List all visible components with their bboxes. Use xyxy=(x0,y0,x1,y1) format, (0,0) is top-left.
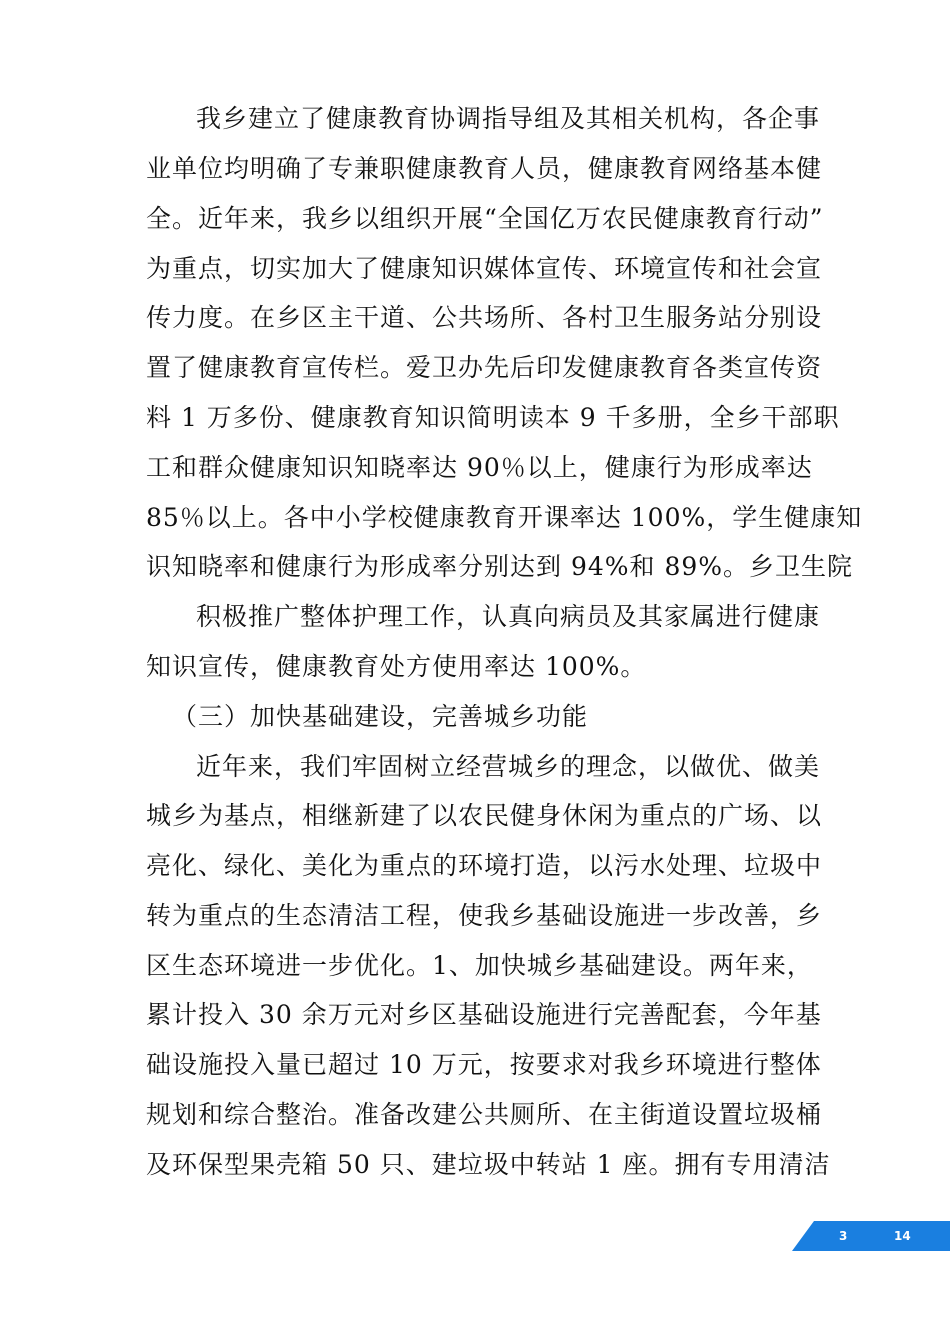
text-line: 区生态环境进一步优化。1、加快城乡基础建设。两年来， xyxy=(146,951,813,980)
current-page-number: 3 xyxy=(839,1229,848,1243)
text-line: 我乡建立了健康教育协调指导组及其相关机构，各企事 xyxy=(196,104,821,133)
page-badge-shape xyxy=(792,1221,950,1251)
page-number-badge xyxy=(792,1221,950,1251)
text-line: 传力度。在乡区主干道、公共场所、各村卫生服务站分别设 xyxy=(146,303,823,332)
text-line: 全。近年来，我乡以组织开展“全国亿万农民健康教育行动” xyxy=(146,204,824,233)
text-line: 业单位均明确了专兼职健康教育人员，健康教育网络基本健 xyxy=(146,154,823,183)
text-line: 积极推广整体护理工作，认真向病员及其家属进行健康 xyxy=(196,602,821,631)
text-line: 规划和综合整治。准备改建公共厕所、在主街道设置垃圾桶 xyxy=(146,1100,823,1129)
text-line: 近年来，我们牢固树立经营城乡的理念，以做优、做美 xyxy=(196,752,821,781)
text-line: 85％以上。各中小学校健康教育开课率达 100%，学生健康知 xyxy=(146,503,863,532)
text-line: 知识宣传，健康教育处方使用率达 100%。 xyxy=(146,652,647,681)
text-line: 为重点，切实加大了健康知识媒体宣传、环境宣传和社会宣 xyxy=(146,254,823,283)
total-pages-number: 14 xyxy=(894,1229,911,1243)
text-line: 础设施投入量已超过 10 万元，按要求对我乡环境进行整体 xyxy=(146,1050,822,1079)
text-line: 累计投入 30 余万元对乡区基础设施进行完善配套，今年基 xyxy=(146,1000,822,1029)
text-line: 置了健康教育宣传栏。爱卫办先后印发健康教育各类宣传资 xyxy=(146,353,823,382)
section-heading: （三）加快基础建设，完善城乡功能 xyxy=(172,702,589,731)
text-line: 工和群众健康知识知晓率达 90％以上，健康行为形成率达 xyxy=(146,453,813,482)
text-line: 及环保型果壳箱 50 只、建垃圾中转站 1 座。拥有专用清洁 xyxy=(146,1150,831,1179)
text-line: 料 1 万多份、健康教育知识简明读本 9 千多册，全乡干部职 xyxy=(146,403,840,432)
text-line: 城乡为基点，相继新建了以农民健身休闲为重点的广场、以 xyxy=(146,801,823,830)
text-line: 识知晓率和健康行为形成率分别达到 94%和 89%。乡卫生院 xyxy=(146,552,854,581)
text-line: 转为重点的生态清洁工程，使我乡基础设施进一步改善，乡 xyxy=(146,901,823,930)
text-line: 亮化、绿化、美化为重点的环境打造，以污水处理、垃圾中 xyxy=(146,851,823,880)
